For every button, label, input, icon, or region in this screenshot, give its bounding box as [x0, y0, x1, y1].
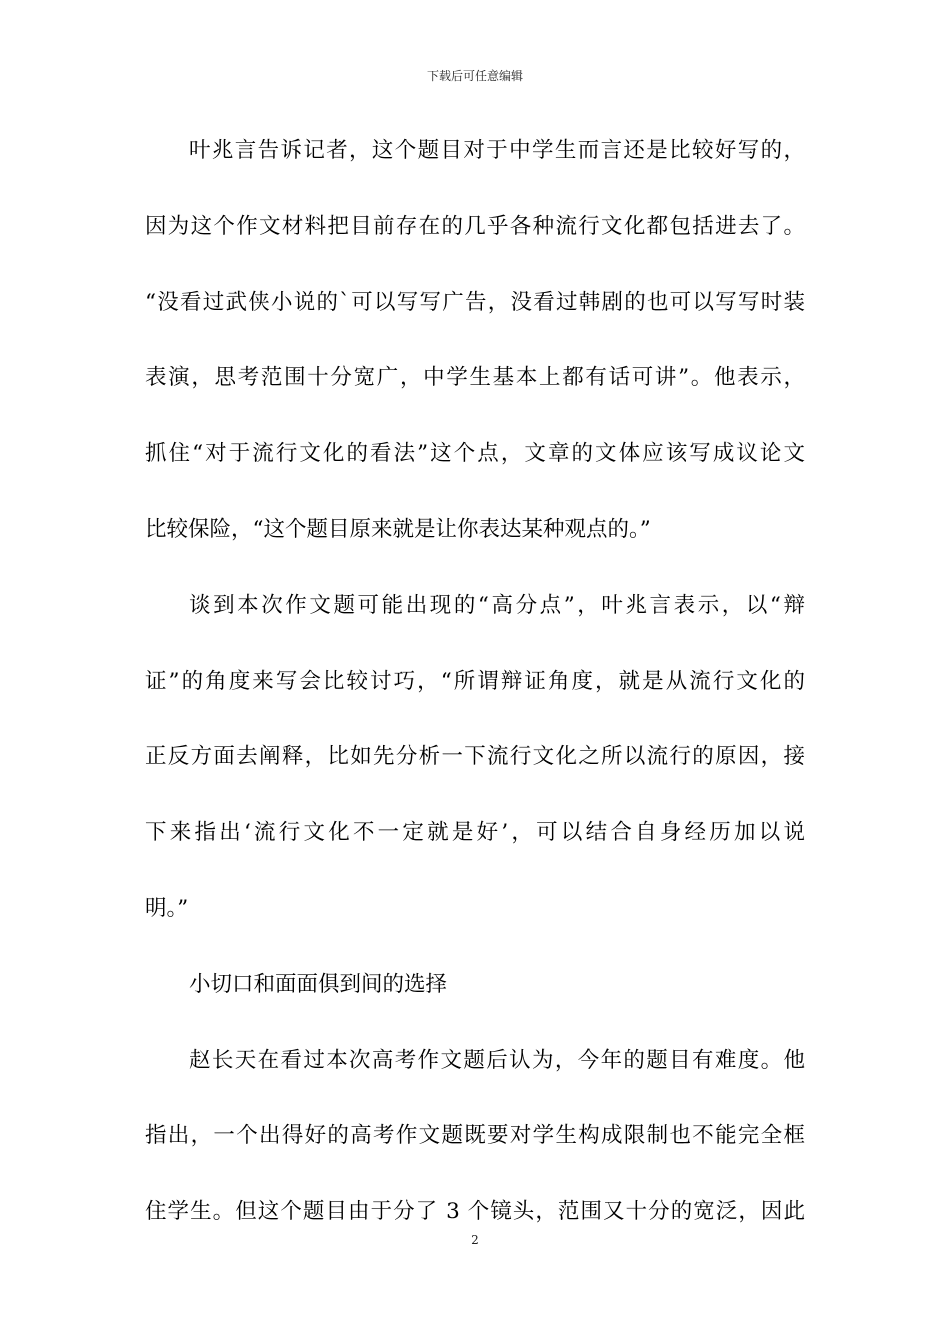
text-line: “没看过武侠小说的`可以写写广告，没看过韩剧的也可以写写时装	[145, 289, 805, 315]
text-line: 抓住“对于流行文化的看法”这个点，文章的文体应该写成议论文	[145, 441, 805, 467]
text-line: 赵长天在看过本次高考作文题后认为，今年的题目有难度。他	[189, 1047, 805, 1073]
text-line: 指出，一个出得好的高考作文题既要对学生构成限制也不能完全框	[145, 1123, 805, 1149]
page-header: 下载后可任意编辑	[426, 69, 523, 83]
text-line: 住学生。但这个题目由于分了 3 个镜头，范围又十分的宽泛，因此	[145, 1199, 805, 1225]
text-line: 小切口和面面俱到间的选择	[189, 971, 448, 997]
text-line: 正反方面去阐释，比如先分析一下流行文化之所以流行的原因，接	[145, 744, 805, 770]
body-text	[145, 131, 805, 1268]
page-number: 2	[471, 1233, 479, 1247]
text-line: 比较保险，“这个题目原来就是让你表达某种观点的。”	[145, 516, 651, 542]
text-line: 下来指出‘流行文化不一定就是好’，可以结合自身经历加以说	[145, 820, 805, 846]
text-line: 表演，思考范围十分宽广，中学生基本上都有话可讲”。他表示，	[145, 365, 805, 391]
text-line: 谈到本次作文题可能出现的“高分点”，叶兆言表示，以“辩	[189, 592, 805, 618]
text-line: 因为这个作文材料把目前存在的几乎各种流行文化都包括进去了。	[145, 213, 805, 239]
text-line: 明。”	[145, 895, 189, 921]
text-line: 证”的角度来写会比较讨巧，“所谓辩证角度，就是从流行文化的	[145, 668, 805, 694]
text-line: 叶兆言告诉记者，这个题目对于中学生而言还是比较好写的，	[189, 138, 805, 163]
